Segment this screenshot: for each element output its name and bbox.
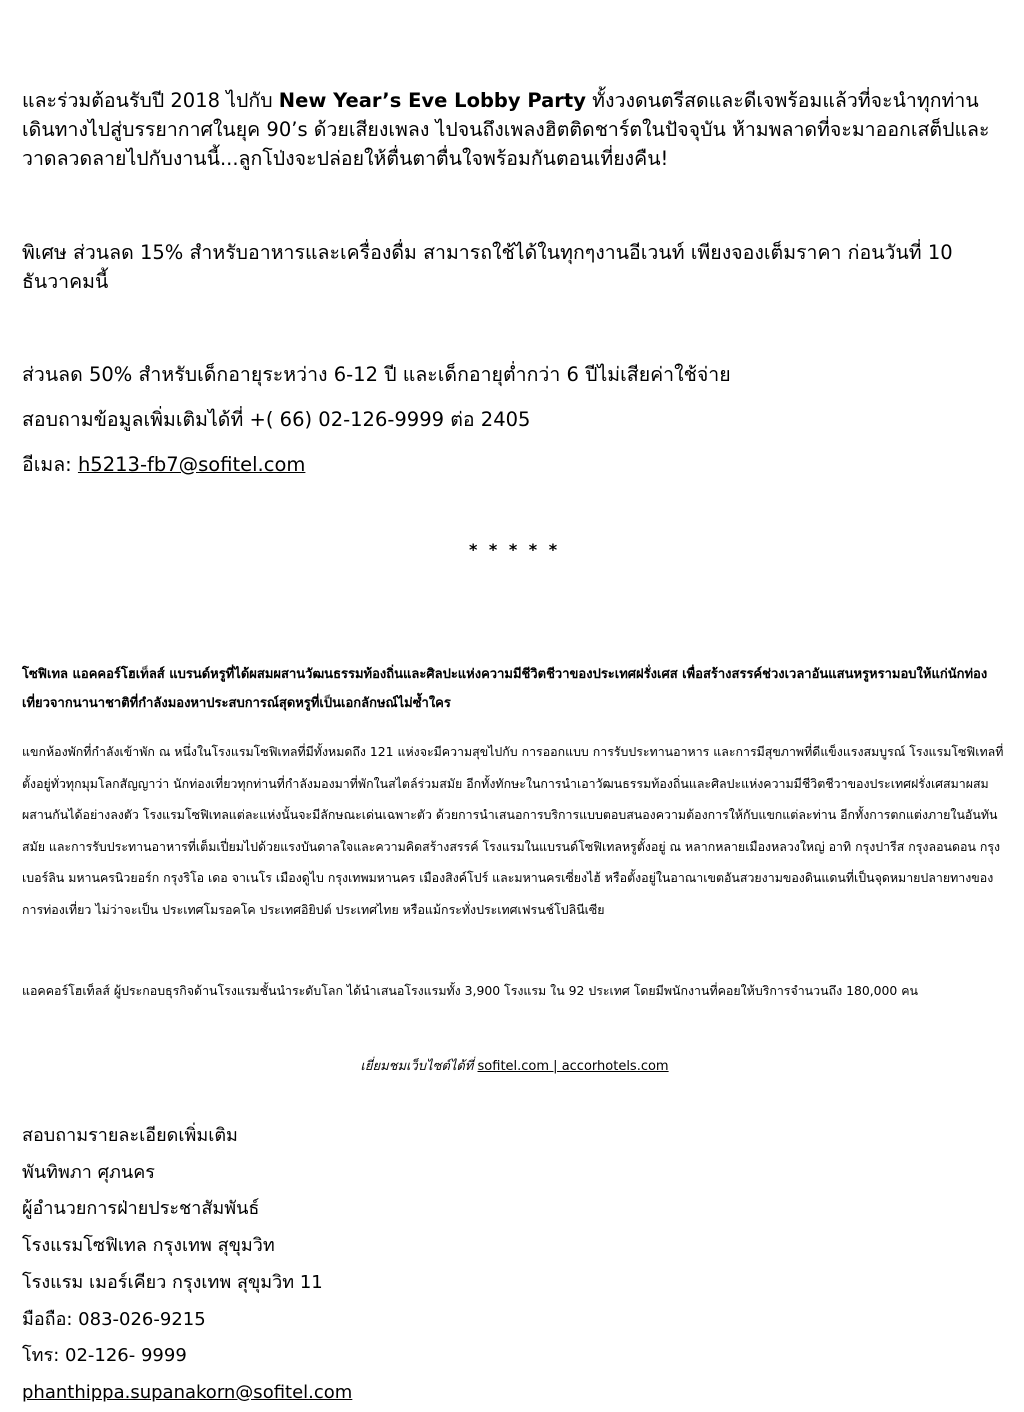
inquiry-email-line	[22, 452, 305, 478]
event-description-rest: ทั้งวงดนตรีสดและดีเจพร้อมแล้วที่จะนำทุกท่านเดินทางไปสู่บรรยากาศในยุค 90’s ด้วยเสียงเพลง ไปจนถึงเพลงฮิตติดชาร์ตในปัจจุบัน ห้ามพลาดที่จะมาออกเสต็ปและวาดลวดลายไปกับงานนี้...ลูกโป่งจะปล่อยให้ตื่นตาตื่นใจพร้อมกันตอนเที่ยงคืน!	[22, 89, 990, 170]
website-lead: เยี่ยมชมเว็บไซต์ได้ที่	[360, 1059, 474, 1074]
contact-email-link[interactable]: phanthippa.supanakorn@sofitel.com	[22, 1381, 353, 1403]
about-sofitel-heading: โซฟิเทล แอคคอร์โฮเท็ลส์ แบรนด์หรูที่ได้ผสมผสานวัฒนธรรมท้องถิ่นและศิลปะแห่งความมีชีวิตชีวาของประเทศฝรั่งเศส เพื่อสร้างสรรค์ช่วงเวลาอันแสนหรูหรามอบให้แก่นักท่องเที่ยวจากนานาชาติที่กำลังมองหาประสบการณ์สุดหรูที่เป็นเอกลักษณ์ไม่ซ้ำใคร	[22, 667, 988, 711]
contact-mobile: มือถือ: 083-026-9215	[22, 1308, 206, 1330]
section-separator: * * * * *	[468, 540, 561, 559]
contact-name: พันทิพภา ศุภนคร	[22, 1161, 155, 1183]
event-description-paragraph	[22, 86, 1007, 173]
contact-block	[22, 1118, 1007, 1412]
website-line	[22, 1056, 1007, 1078]
contact-tel: โทร: 02-126- 9999	[22, 1345, 187, 1367]
website-links[interactable]: sofitel.com | accorhotels.com	[477, 1059, 669, 1074]
contact-title: สอบถามรายละเอียดเพิ่มเติม	[22, 1125, 238, 1146]
contact-hotel-sofitel: โรงแรมโซฟิเทล กรุงเทพ สุขุมวิท	[22, 1235, 275, 1257]
contact-position: ผู้อำนวยการฝ่ายประชาสัมพันธ์	[22, 1198, 260, 1220]
special-discount-paragraph: พิเศษ ส่วนลด 15% สำหรับอาหารและเครื่องดื่ม สามารถใช้ได้ในทุกๆงานอีเวนท์ เพียงจองเต็มราคา ก่อนวันที่ 10 ธันวาคมนี้	[22, 241, 953, 293]
contact-hotel-mercure: โรงแรม เมอร์เคียว กรุงเทพ สุขุมวิท 11	[22, 1271, 323, 1293]
event-name: New Year’s Eve Lobby Party	[278, 89, 586, 112]
about-sofitel-body: แขกห้องพักที่กำลังเข้าพัก ณ หนึ่งในโรงแรมโซฟิเทลที่มีทั้งหมดถึง 121 แห่งจะมีความสุขไปกับ การออกแบบ การรับประทานอาหาร และการมีสุขภาพที่ดีแข็งแรงสมบูรณ์ โรงแรมโซฟิเทลที่ตั้งอยู่ทั่วทุกมุมโลกสัญญาว่า นักท่องเที่ยวทุกท่านที่กำลังมองมาที่พักในสไตล์ร่วมสมัย อีกทั้งทักษะในการนำเอาวัฒนธรรมท้องถิ่นและศิลปะแห่งความมีชีวิตชีวาของประเทศฝรั่งเศสมาผสมผสานกันได้อย่างลงตัว โรงแรมโซฟิเทลแต่ละแห่งนั้นจะมีลักษณะเด่นเฉพาะตัว ด้วยการนำเสนอการบริการแบบตอบสนองความต้องการให้กับแขกแต่ละท่าน อีกทั้งการตกแต่งภายในอันทันสมัย และการรับประทานอาหารที่เต็มเปี่ยมไปด้วยแรงบันดาลใจและความคิดสร้างสรรค์ โรงแรมในแบรนด์โซฟิเทลหรูตั้งอยู่ ณ หลากหลายเมืองหลวงใหญ่ อาทิ กรุงปารีส กรุงลอนดอน กรุงเบอร์ลิน มหานครนิวยอร์ก กรุงริโอ เดอ จาเนโร เมืองดูไบ กรุงเทพมหานคร เมืองสิงค์โปร์ และมหานครเซี่ยงไฮ้ หรือตั้งอยู่ในอาณาเขตอันสวยงามของดินแดนที่เป็นจุดหมายปลายทางของการท่องเที่ยว ไม่ว่าจะเป็น ประเทศโมรอคโค ประเทศอิยิปต์ ประเทศไทย หรือแม้กระทั่งประเทศเฟรนช์โปลินีเซีย	[22, 744, 1004, 917]
about-accorhotels-body: แอคคอร์โฮเท็ลส์ ผู้ประกอบธุรกิจด้านโรงแรมชั้นนำระดับโลก ได้นำเสนอโรงแรมทั้ง 3,900 โรงแรม ใน 92 ประเทศ โดยมีพนักงานที่คอยให้บริการจำนวนถึง 180,000 คน	[22, 983, 919, 998]
email-label: อีเมล:	[22, 453, 78, 476]
inquiry-phone-line: สอบถามข้อมูลเพิ่มเติมได้ที่ +( 66) 02-126-9999 ต่อ 2405	[22, 408, 531, 431]
inquiry-email-link[interactable]: h5213-fb7@sofitel.com	[77, 453, 306, 476]
event-description-lead: และร่วมต้อนรับปี 2018 ไปกับ	[22, 89, 279, 112]
contact-email-line	[22, 1375, 1007, 1412]
kids-discount-line: ส่วนลด 50% สำหรับเด็กอายุระหว่าง 6-12 ปี และเด็กอายุต่ำกว่า 6 ปีไม่เสียค่าใช้จ่าย	[22, 363, 731, 386]
